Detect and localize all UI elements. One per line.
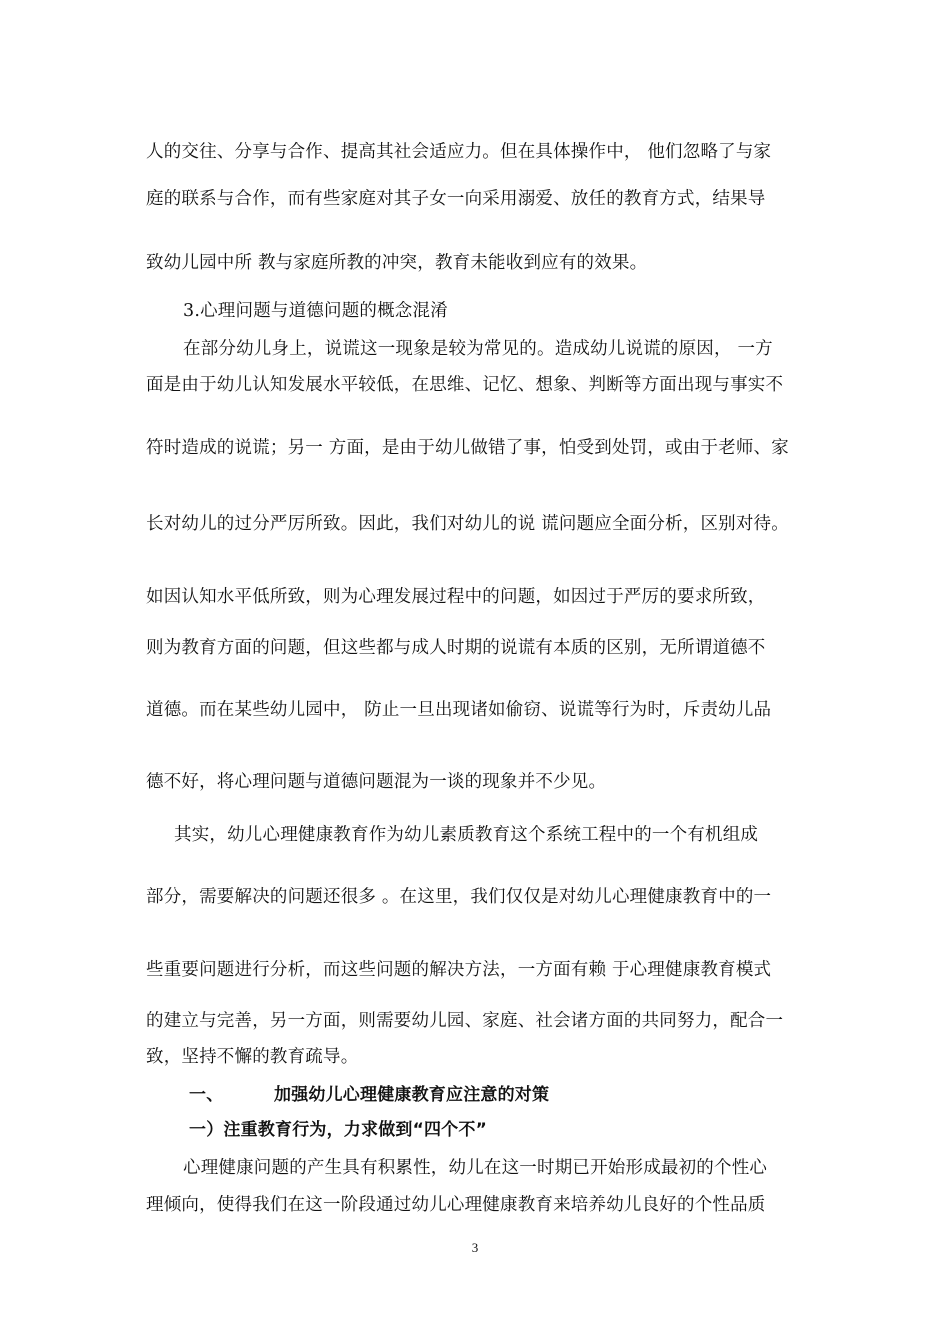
paragraph-line: 符时造成的说谎；另一 方面，是由于幼儿做错了事，怕受到处罚，或由于老师、家 <box>146 438 789 458</box>
subheading: 3.心理问题与道德问题的概念混淆 <box>183 301 448 321</box>
paragraph-line: 则为教育方面的问题，但这些都与成人时期的说谎有本质的区别，无所谓道德不 <box>146 638 766 658</box>
paragraph-line: 的建立与完善，另一方面，则需要幼儿园、家庭、社会诸方面的共同努力，配合一 <box>146 1011 784 1031</box>
paragraph-line: 心理健康问题的产生具有积累性，幼儿在这一时期已开始形成最初的个性心 <box>183 1158 768 1178</box>
paragraph-line: 德不好，将心理问题与道德问题混为一谈的现象并不少见。 <box>146 772 607 792</box>
section-title: 加强幼儿心理健康教育应注意的对策 <box>274 1085 550 1105</box>
paragraph-line: 些重要问题进行分析，而这些问题的解决方法，一方面有赖 于心理健康教育模式 <box>146 960 772 980</box>
paragraph-line: 致幼儿园中所 教与家庭所教的冲突，教育未能收到应有的效果。 <box>146 253 648 273</box>
paragraph-line: 面是由于幼儿认知发展水平较低，在思维、记忆、想象、判断等方面出现与事实不 <box>146 375 784 395</box>
paragraph-line: 如因认知水平低所致，则为心理发展过程中的问题，如因过于严厉的要求所致， <box>146 587 766 607</box>
paragraph-line: 人的交往、分享与合作、提高其社会适应力。但在具体操作中， 他们忽略了与家 <box>146 142 772 162</box>
paragraph-line: 长对幼儿的过分严厉所致。因此，我们对幼儿的说 谎问题应全面分析，区别对待。 <box>146 514 789 534</box>
section-number: 一、 <box>189 1085 224 1105</box>
page-number: 3 <box>471 1240 479 1255</box>
paragraph-line: 致，坚持不懈的教育疏导。 <box>146 1047 359 1067</box>
paragraph-line: 其实，幼儿心理健康教育作为幼儿素质教育这个系统工程中的一个有机组成 <box>174 825 759 845</box>
subsection-title: 一）注重教育行为，力求做到“四个不” <box>189 1120 487 1140</box>
paragraph-line: 在部分幼儿身上，说谎这一现象是较为常见的。造成幼儿说谎的原因， 一方 <box>183 339 773 359</box>
paragraph-line: 部分，需要解决的问题还很多 。在这里，我们仅仅是对幼儿心理健康教育中的一 <box>146 887 772 907</box>
paragraph-line: 道德。而在某些幼儿园中， 防止一旦出现诸如偷窃、说谎等行为时，斥责幼儿品 <box>146 700 772 720</box>
paragraph-line: 庭的联系与合作，而有些家庭对其子女一向采用溺爱、放任的教育方式，结果导 <box>146 189 766 209</box>
paragraph-line: 理倾向，使得我们在这一阶段通过幼儿心理健康教育来培养幼儿良好的个性品质 <box>146 1195 766 1215</box>
